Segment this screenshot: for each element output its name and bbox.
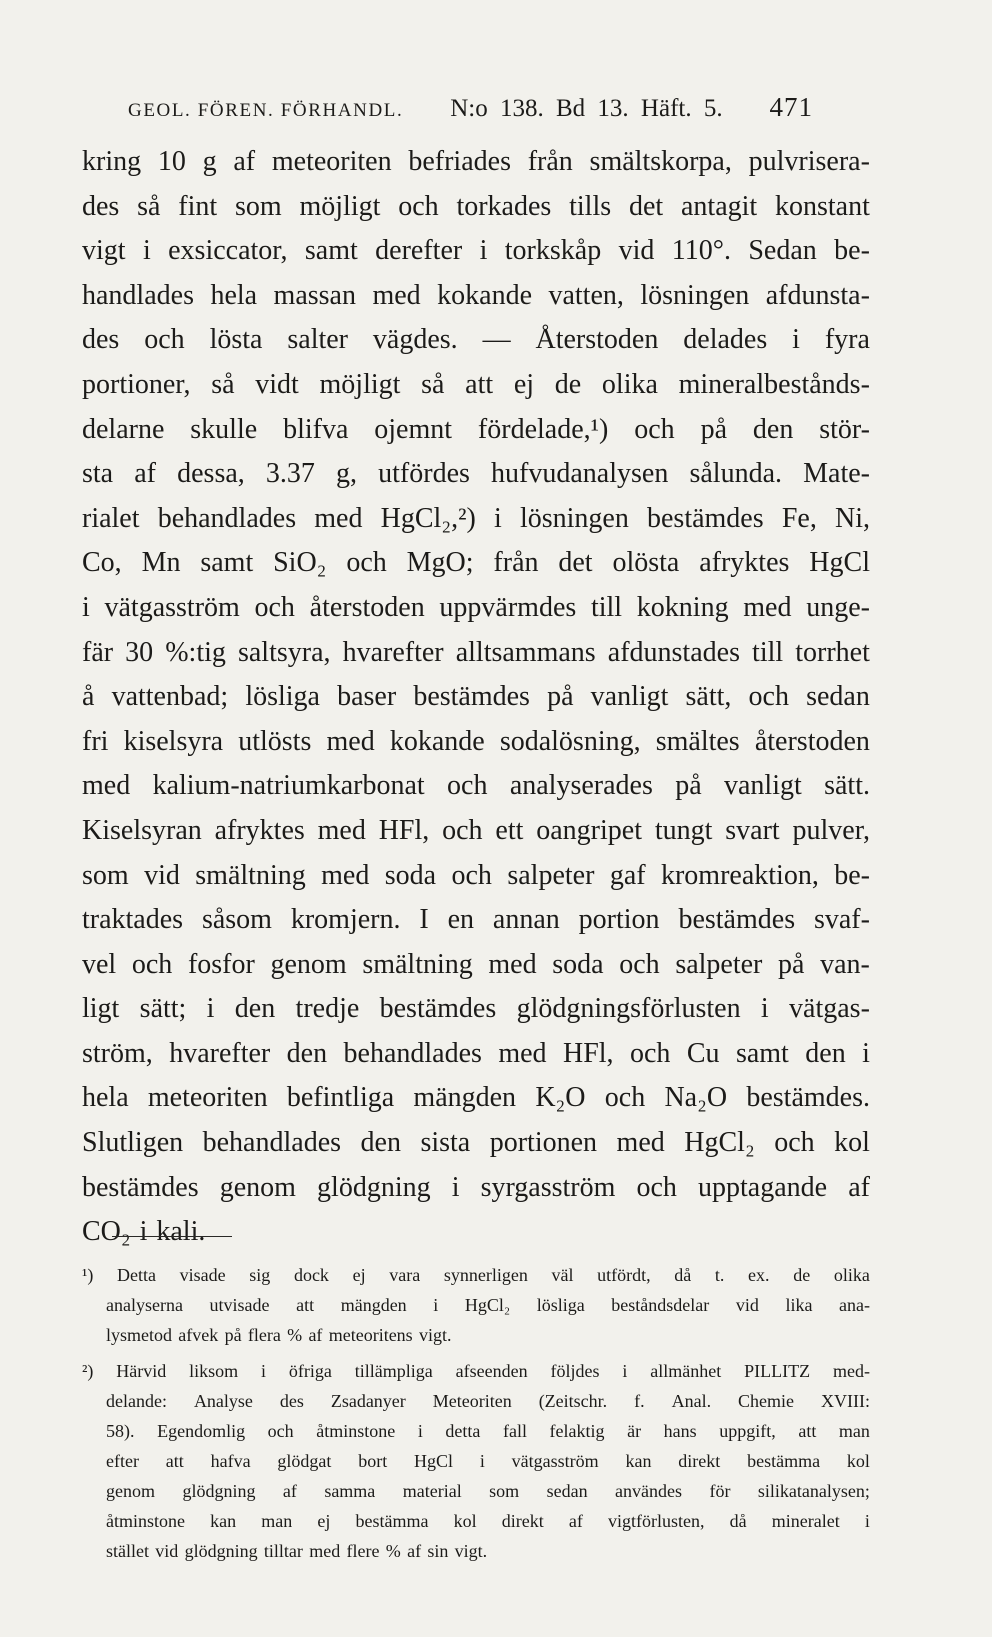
body-line: vigt i exsiccator, samt derefter i torkskåp vid 110°. Sedan be- (82, 235, 870, 267)
footnote-2-line: 58). Egendomlig och åtminstone i detta fall felaktig är hans uppgift, att man (106, 1421, 870, 1441)
body-line: CO₂ i kali. (82, 1216, 206, 1248)
footnote-2-line: stället vid glödgning tilltar med flere % af sin vigt. (106, 1541, 488, 1561)
body-line: des så fint som möjligt och torkades tills det antagit konstant (82, 190, 870, 222)
body-line: med kalium-natriumkarbonat och analyserades på vanligt sätt. (82, 770, 870, 802)
footnote-2-line: efter att hafva glödgat bort HgCl i vätgasström kan direkt bestämma kol (106, 1451, 870, 1471)
body-line: i vätgasström och återstoden uppvärmdes till kokning med unge- (82, 591, 870, 623)
body-text (82, 140, 870, 1255)
body-line: Slutligen behandlades den sista portionen med HgCl₂ och kol (82, 1127, 870, 1159)
journal-name: GEOL. FÖREN. FÖRHANDL. (128, 100, 404, 121)
footnote-2-line: åtminstone kan man ej bestämma kol direkt af vigtförlusten, då mineralet i (106, 1511, 870, 1531)
body-line: Kiselsyran afryktes med HFl, och ett oangripet tungt svart pulver, (82, 814, 870, 846)
footnote-2-line: genom glödgning af samma material som sedan användes för silikatanalysen; (106, 1481, 870, 1501)
body-line: å vattenbad; lösliga baser bestämdes på vanligt sätt, och sedan (82, 681, 870, 713)
issue-info: N:o 138. Bd 13. Häft. 5. (450, 95, 723, 122)
footnote-1-line: lysmetod afvek på flera % af meteoritens vigt. (106, 1325, 452, 1345)
body-line: traktades såsom kromjern. I en annan portion bestämdes svaf- (82, 904, 870, 936)
body-line: delarne skulle blifva ojemnt fördelade,¹) och på den stör- (82, 413, 870, 445)
body-line: ström, hvarefter den behandlades med HFl, och Cu samt den i (82, 1037, 870, 1069)
footnote-2-line: delande: Analyse des Zsadanyer Meteoriten (Zeitschr. f. Anal. Chemie XVIII: (106, 1391, 870, 1411)
body-line: des och lösta salter vägdes. — Återstoden delades i fyra (82, 324, 870, 356)
body-line: handlades hela massan med kokande vatten, lösningen afdunsta- (82, 279, 870, 311)
body-line: fär 30 %:tig saltsyra, hvarefter alltsammans afdunstades till torrhet (82, 636, 870, 668)
body-line: Co, Mn samt SiO₂ och MgO; från det olösta afryktes HgCl (82, 547, 870, 579)
page-number: 471 (769, 92, 813, 122)
body-line: som vid smältning med soda och salpeter gaf kromreaktion, be- (82, 859, 870, 891)
body-line: ligt sätt; i den tredje bestämdes glödgningsförlusten i vätgas- (82, 993, 870, 1025)
running-header (128, 92, 813, 123)
footnote-1-line: ¹) Detta visade sig dock ej vara synnerligen väl utfördt, då t. ex. de olika (82, 1265, 870, 1285)
body-line: kring 10 g af meteoriten befriades från smältskorpa, pulvrisera- (82, 146, 870, 177)
body-line: rialet behandlades med HgCl₂,²) i lösningen bestämdes Fe, Ni, (82, 502, 870, 534)
footnote-rule (112, 1236, 232, 1237)
footnote-2-line: ²) Härvid liksom i öfriga tillämpliga afseenden följdes i allmänhet PILLITZ med- (82, 1361, 870, 1381)
body-line: sta af dessa, 3.37 g, utfördes hufvudanalysen sålunda. Mate- (82, 458, 870, 490)
body-line: bestämdes genom glödgning i syrgasström och upptagande af (82, 1171, 870, 1203)
body-line: portioner, så vidt möjligt så att ej de olika mineralbestånds- (82, 368, 870, 400)
footnotes (82, 1260, 870, 1566)
body-line: hela meteoriten befintliga mängden K₂O och Na₂O bestämdes. (82, 1082, 870, 1114)
body-line: vel och fosfor genom smältning med soda och salpeter på van- (82, 948, 870, 980)
body-line: fri kiselsyra utlösts med kokande sodalösning, smältes återstoden (82, 725, 870, 757)
footnote-1-line: analyserna utvisade att mängden i HgCl₂ lösliga beståndsdelar vid lika ana- (106, 1295, 870, 1315)
